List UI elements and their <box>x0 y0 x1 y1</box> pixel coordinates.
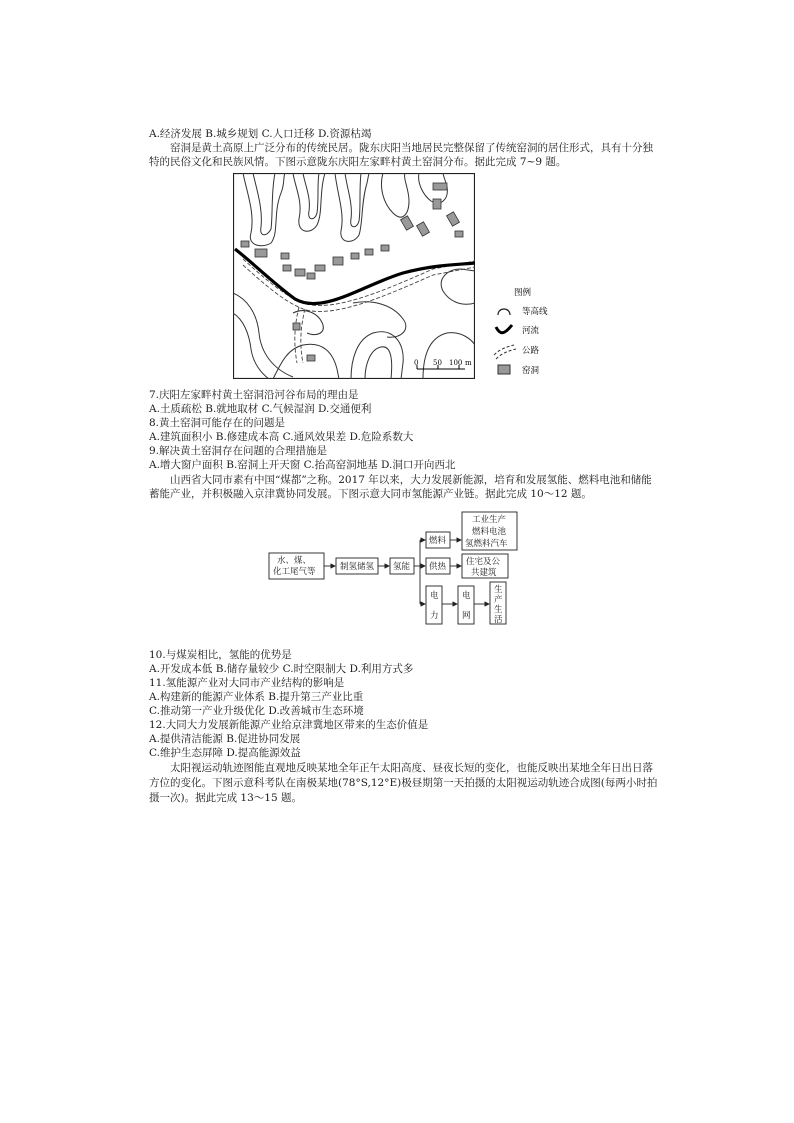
source-text-2: 化工尾气等 <box>273 567 316 577</box>
cave-distribution-map <box>233 173 475 379</box>
q10-stem: 10.与煤炭相比，氢能的优势是 <box>149 649 292 661</box>
grid-text-2: 网 <box>462 611 471 621</box>
life-text-4: 活 <box>494 615 503 625</box>
q10-options: A.开发成本低 B.储存量较少 C.时空限制大 D.利用方式多 <box>149 663 414 675</box>
hydrogen-industry-chain-diagram <box>268 510 530 628</box>
intro-13-15-line1: 太阳视运动轨迹图能直观地反映某地全年正午太阳高度、昼夜长短的变化，也能反映出某地全年日出日落 <box>170 762 653 774</box>
q11-stem: 11.氢能源产业对大同市产业结构的影响是 <box>149 677 345 689</box>
q9-stem: 9.解决黄土窑洞存在问题的合理措施是 <box>149 445 328 457</box>
intro-10-12-line2: 蓄能产业，并积极融入京津冀协同发展。下图示意大同市氢能源产业链。据此完成 10～12 题。 <box>149 488 592 500</box>
legend-river: 河流 <box>522 326 540 336</box>
map-legend <box>490 285 570 380</box>
river-symbol-icon <box>496 325 512 333</box>
intro-10-12-line1: 山西省大同市素有中国“煤都”之称。2017 年以来，大力发展新能源，培育和发展氢能、燃料电池和储能 <box>170 474 652 486</box>
q12-options-cd: C.维护生态屏障 D.提高能源效益 <box>149 747 301 759</box>
q9-options: A.增大窗户面积 B.窑洞上开天窗 C.抬高窑洞地基 D.洞口开向西北 <box>149 459 456 471</box>
q8-options: A.建筑面积小 B.修建成本高 C.通风效果差 D.危险系数大 <box>149 431 414 443</box>
scale-unit: m <box>465 359 472 367</box>
q12-options-ab: A.提供清洁能源 B.促进协同发展 <box>149 733 301 745</box>
scale-hundred: 100 <box>449 359 463 367</box>
life-text-2: 产 <box>494 595 503 605</box>
legend-title: 图例 <box>514 288 532 298</box>
q7-stem: 7.庆阳左家畔村黄土窑洞沿河谷布局的理由是 <box>149 389 359 401</box>
scale-fifty: 50 <box>433 359 442 367</box>
q12-stem: 12.大同大力发展新能源产业给京津冀地区带来的生态价值是 <box>149 719 429 731</box>
q11-options-ab: A.构建新的能源产业体系 B.提升第三产业比重 <box>149 691 364 703</box>
road-symbol-icon <box>494 345 516 359</box>
q6-options: A.经济发展 B.城乡规划 C.人口迁移 D.资源枯竭 <box>149 128 372 140</box>
grid-text-1: 电 <box>462 591 471 601</box>
heat-use-1: 住宅及公 <box>466 557 501 567</box>
fuel-use-1: 工业生产 <box>472 515 507 525</box>
q8-stem: 8.黄土窑洞可能存在的问题是 <box>149 417 286 429</box>
produce-text: 制氢储氢 <box>340 562 375 572</box>
cave-symbol-icon <box>498 365 510 374</box>
fuel-use-3: 氢燃料汽车 <box>465 539 508 549</box>
q7-options: A.土质疏松 B.就地取材 C.气候湿润 D.交通便利 <box>149 403 372 415</box>
legend-road: 公路 <box>522 346 540 356</box>
life-text-3: 生 <box>494 605 503 615</box>
intro-7-9-line2: 特的民俗文化和民族风情。下图示意陇东庆阳左家畔村黄土窑洞分布。据此完成 7~9 题。 <box>149 156 567 168</box>
legend-cave: 窑洞 <box>522 366 540 376</box>
fuel-text: 燃料 <box>429 536 447 546</box>
power-text-2: 力 <box>430 611 439 621</box>
power-text-1: 电 <box>430 591 439 601</box>
hydrogen-text: 氢能 <box>393 562 411 572</box>
intro-13-15-line2: 方位的变化。下图示意科考队在南极某地(78°S,12°E)极昼期第一天拍摄的太阳视运动轨迹合成图(每两小时拍 <box>149 777 658 789</box>
heat-use-2: 共建筑 <box>471 568 497 578</box>
fuel-use-2: 燃料电池 <box>472 527 507 537</box>
source-text-1: 水、煤、 <box>277 556 312 566</box>
scale-zero: 0 <box>414 359 419 367</box>
contour-symbol-icon <box>498 309 510 315</box>
life-text-1: 生 <box>494 585 503 595</box>
q11-options-cd: C.推动第一产业升级优化 D.改善城市生态环境 <box>149 705 364 717</box>
legend-contour: 等高线 <box>522 307 548 317</box>
intro-13-15-line3: 摄一次)。据此完成 13～15 题。 <box>149 792 302 804</box>
heat-text: 供热 <box>429 562 447 572</box>
intro-7-9-line1: 窑洞是黄土高原上广泛分布的传统民居。陇东庆阳当地居民完整保留了传统窑洞的居住形式，具有十分独 <box>170 142 653 154</box>
